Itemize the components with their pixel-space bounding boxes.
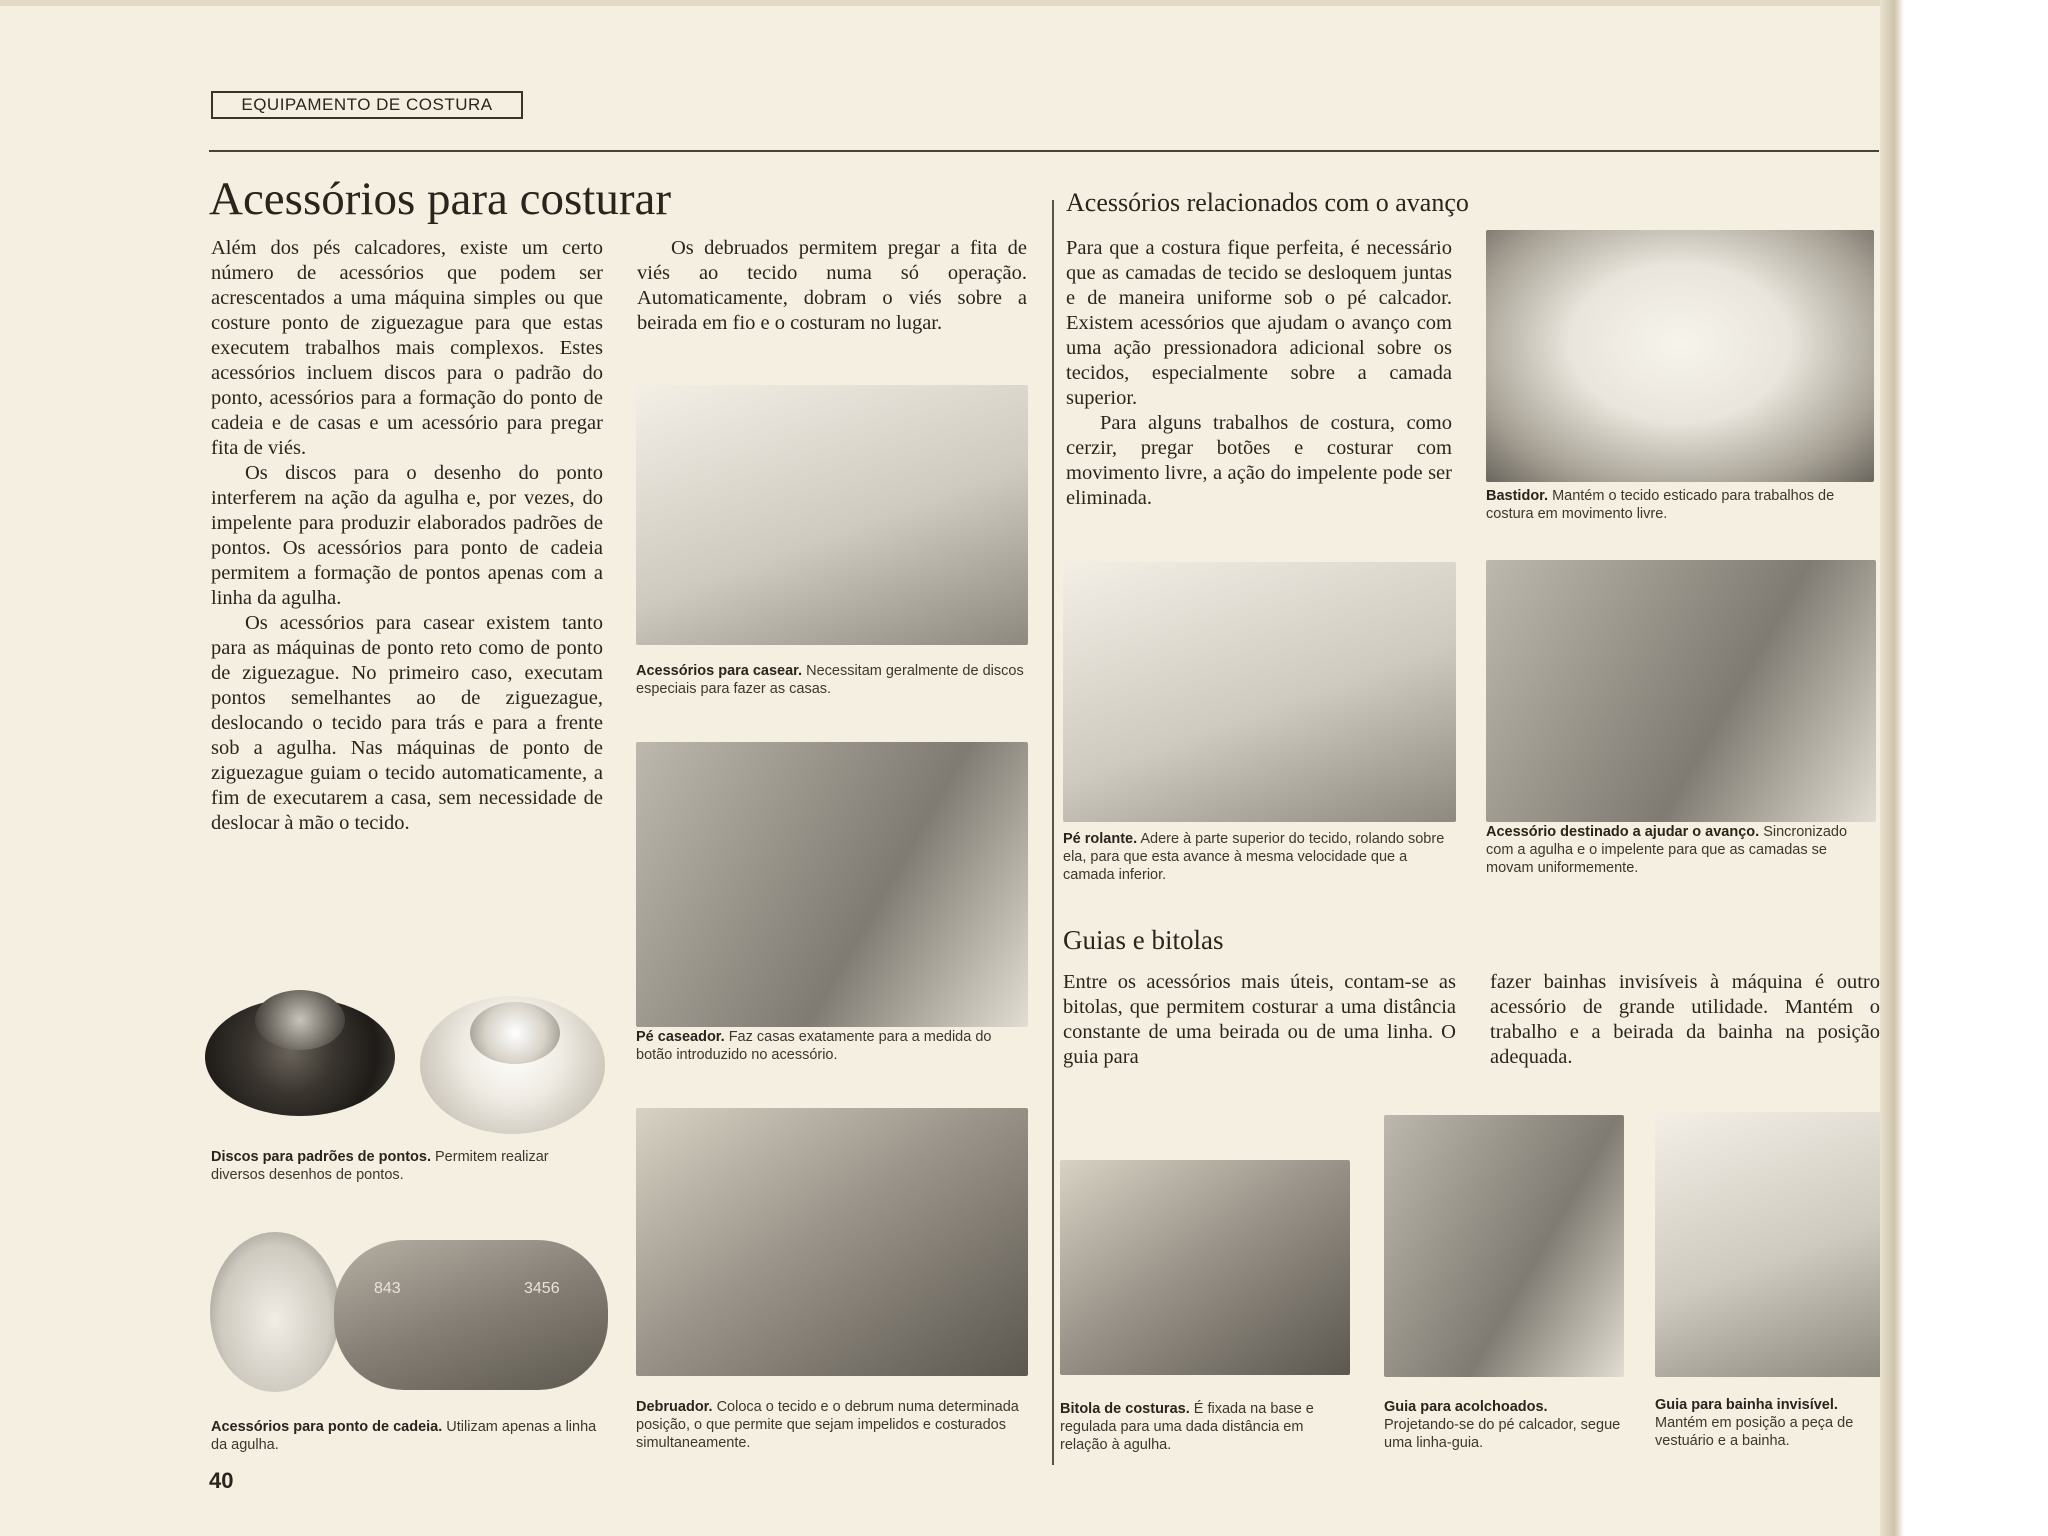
header-rule (209, 150, 1879, 152)
embroidery-hoop-photo (1486, 230, 1874, 482)
buttonhole-attachment-photo (636, 385, 1028, 645)
caption-bitola: Bitola de costuras. É fixada na base e regulada para uma dada distância em relação à agulha. (1060, 1401, 1314, 1453)
page-number: 40 (209, 1468, 234, 1493)
binder-photo (636, 1108, 1028, 1376)
caption-discos: Discos para padrões de pontos. Permitem realizar diversos desenhos de pontos. (211, 1149, 549, 1183)
right-paragraph-2: Para alguns trabalhos de costura, como cerzir, pregar botões e costurar com movimento livre, a ação do impelente pode ser eliminada. (1066, 412, 1452, 509)
caption-cadeia: Acessórios para ponto de cadeia. Utilizam apenas a linha da agulha. (211, 1419, 597, 1453)
page-edge (1880, 0, 1904, 1536)
buttonhole-foot-photo (636, 742, 1028, 1027)
left-body-text (211, 236, 603, 836)
caption-bastidor: Bastidor. Mantém o tecido esticado para trabalhos de costura em movimento livre. (1486, 488, 1835, 522)
middle-body-text (637, 236, 1027, 336)
caption-casear: Acessórios para casear. Necessitam geralmente de discos especiais para fazer as casas. (636, 663, 1024, 697)
guides-text-col1: Entre os acessórios mais úteis, contam-se as bitolas, que permitem costurar a uma distância constante de uma beirada ou de uma linha. O guia para (1063, 971, 1456, 1068)
white-disc-hub (470, 1002, 560, 1064)
caption-caseador: Pé caseador. Faz casas exatamente para a medida do botão introduzido no acessório. (636, 1029, 992, 1063)
top-edge (0, 0, 1895, 6)
caption-debruador: Debruador. Coloca o tecido e o debrum numa determinada posição, o que permite que sejam impelidos e costurados simultaneamente. (636, 1399, 1019, 1451)
roller-foot-photo (1063, 562, 1456, 822)
feed-accessories-title: Acessórios relacionados com o avanço (1066, 188, 1469, 217)
caption-bainha: Guia para bainha invisível. Mantém em posição a peça de vestuário e a bainha. (1655, 1397, 1854, 1449)
seam-guide-photo (1060, 1160, 1350, 1375)
plate-number-right: 3456 (524, 1280, 560, 1297)
right-body-text (1066, 236, 1452, 511)
blind-hem-guide-photo (1655, 1112, 1881, 1377)
left-paragraph-1: Além dos pés calcadores, existe um certo número de acessórios que podem ser acrescentados a uma máquina simples ou que costure ponto de ziguezague para que estas executem trabalhos mais complexos. Estes acessórios incluem discos para o padrão do ponto, acessórios para a formação do ponto de cadeia e de casas e um acessório para pregar fita de viés. (211, 237, 603, 459)
left-paragraph-2: Os discos para o desenho do ponto interferem na ação da agulha e, por vezes, do impelente para produzir elaborados padrões de pontos. Os acessórios para ponto de cadeia permitem a formação de pontos apenas com a linha da agulha. (211, 462, 603, 609)
section-tag: EQUIPAMENTO DE COSTURA (211, 91, 523, 119)
left-paragraph-3: Os acessórios para casear existem tanto para as máquinas de ponto reto como de ponto de ziguezague. No primeiro caso, executam pontos semelhantes ao de ziguezague, deslocando o tecido para trás e para a frente sob a agulha. Nas máquinas de ponto de ziguezague guiam o tecido automaticamente, a fim de executarem a casa, sem necessidade de deslocar à mão o tecido. (211, 612, 603, 834)
caption-rolante: Pé rolante. Adere à parte superior do tecido, rolando sobre ela, para que esta avance à mesma velocidade que a camada inferior. (1063, 831, 1445, 883)
caption-avanco: Acessório destinado a ajudar o avanço. Sincronizado com a agulha e o impelente para que as camadas se movam uniformemente. (1486, 824, 1848, 876)
needle-plate-photo (334, 1240, 608, 1390)
caption-acolchoados: Guia para acolchoados. Projetando-se do pé calcador, segue uma linha-guia. (1384, 1399, 1621, 1451)
middle-paragraph: Os debruados permitem pregar a fita de viés ao tecido numa só operação. Automaticamente, dobram o viés sobre a beirada em fio e o costuram no lugar. (637, 237, 1027, 334)
main-title: Acessórios para costurar (209, 173, 671, 225)
dark-disc-hub (255, 990, 345, 1050)
pattern-discs-photo (205, 990, 605, 1140)
quilting-guide-photo (1384, 1115, 1624, 1377)
walking-foot-photo (1486, 560, 1876, 822)
chain-stitch-bobbin-photo (210, 1232, 340, 1392)
plate-number-left: 843 (374, 1280, 401, 1297)
guides-title: Guias e bitolas (1063, 925, 1224, 955)
guides-text-col2: fazer bainhas invisíveis à máquina é outro acessório de grande utilidade. Mantém o trabalho e a beirada da bainha na posição adequada. (1490, 971, 1880, 1068)
right-paragraph-1: Para que a costura fique perfeita, é necessário que as camadas de tecido se desloquem juntas e de maneira uniforme sob o pé calcador. Existem acessórios que ajudam o avanço com uma ação pressionadora adicional sobre os tecidos, especialmente sobre a camada superior. (1066, 237, 1452, 409)
column-divider (1052, 200, 1054, 1465)
